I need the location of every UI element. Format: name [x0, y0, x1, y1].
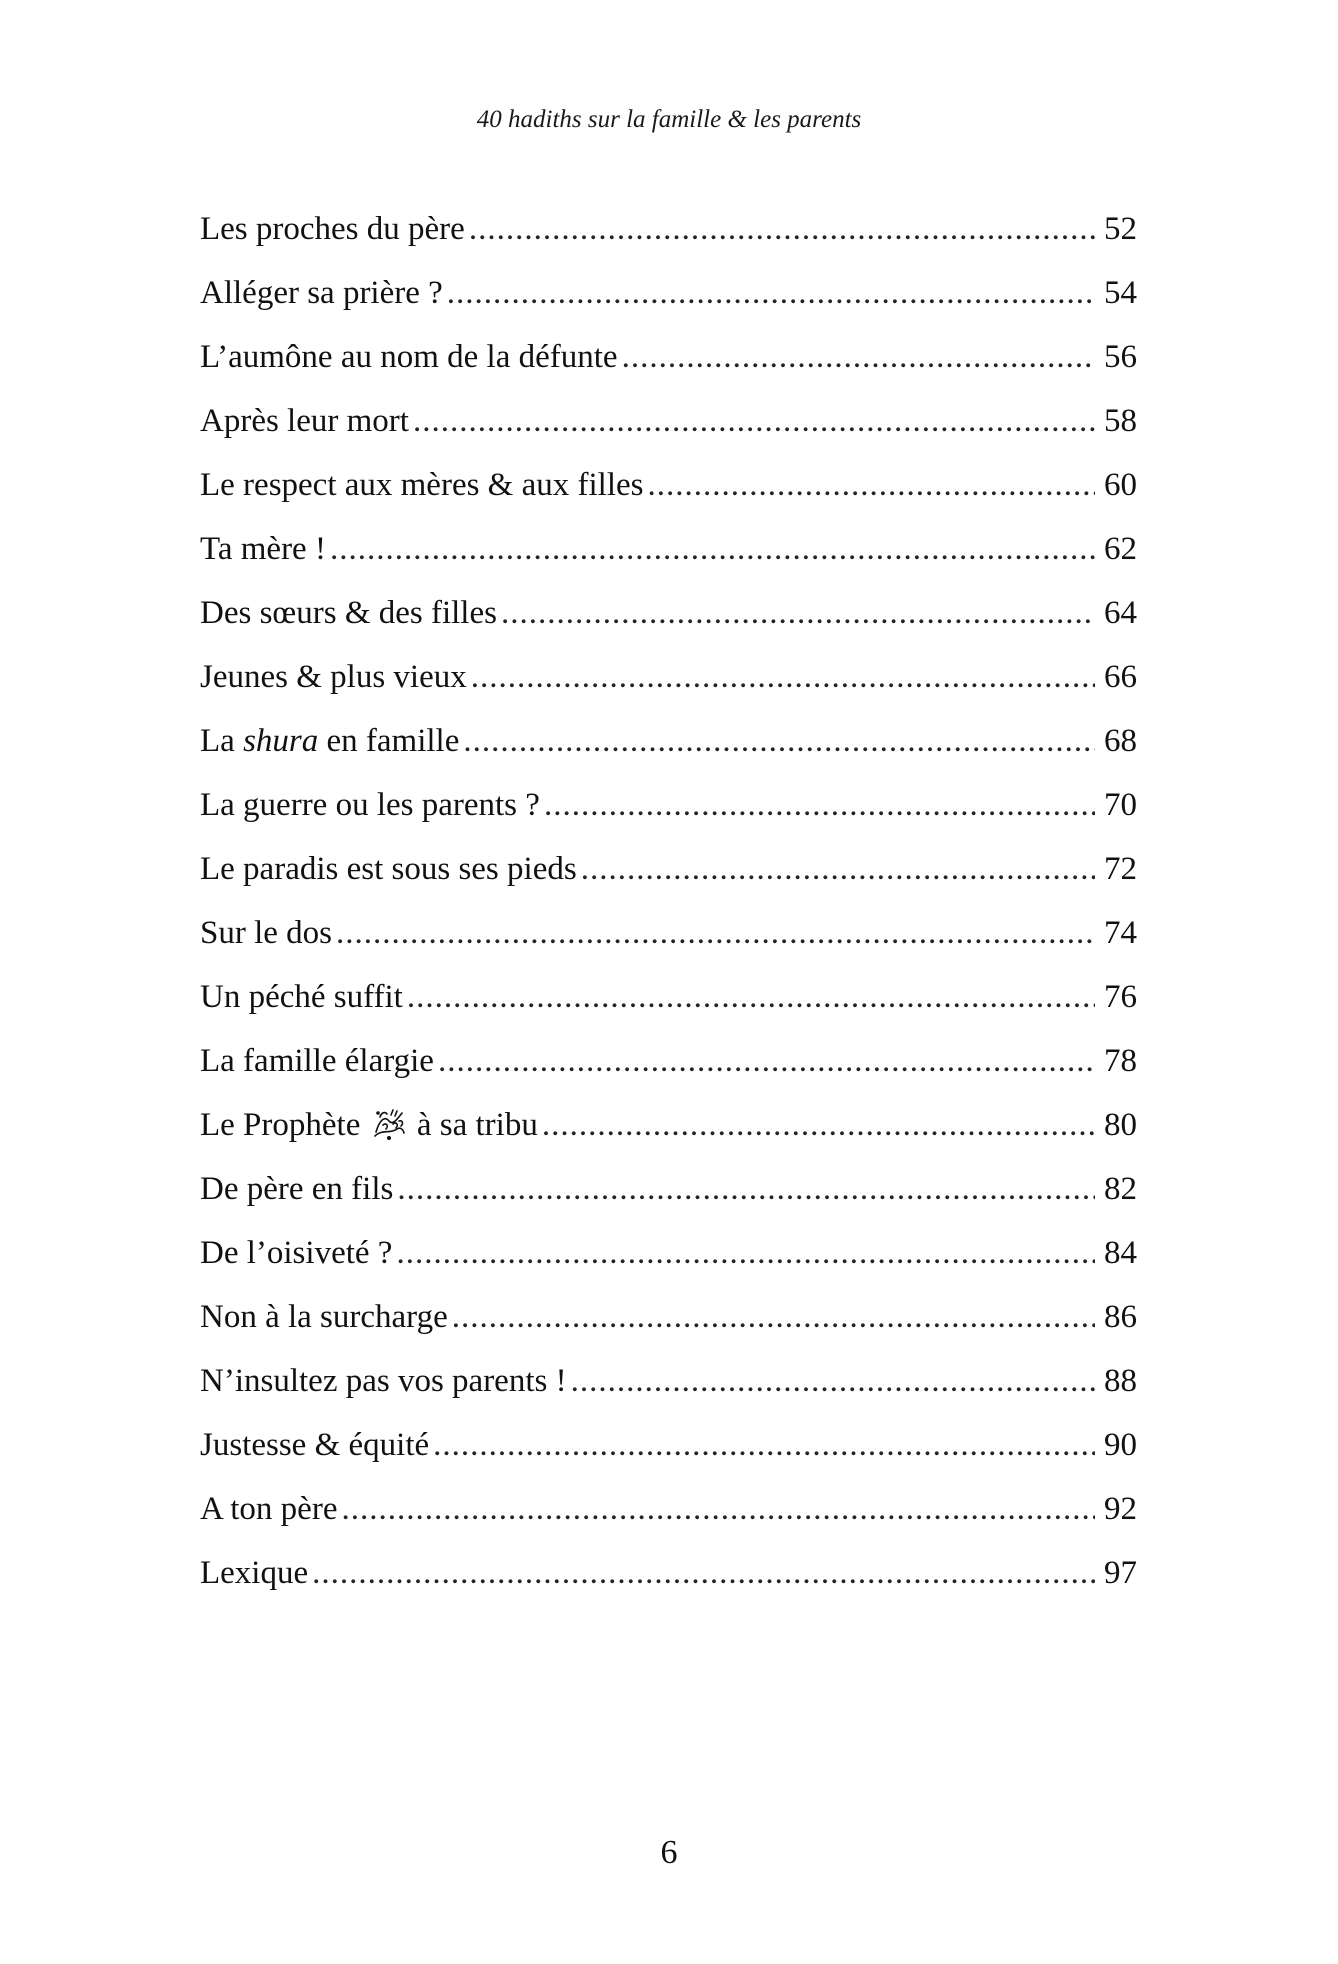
toc-entry-title-text: La [200, 723, 244, 759]
toc-entry[interactable] [200, 581, 1137, 645]
dot-leader [312, 1541, 1095, 1605]
toc-entry-title [200, 1157, 393, 1221]
toc-entry-title-text: Non à la surcharge [200, 1299, 448, 1335]
toc-entry-title [200, 389, 409, 453]
toc-entry-page: 92 [1104, 1491, 1137, 1527]
toc-entry[interactable] [200, 261, 1137, 325]
toc-entry[interactable] [200, 1285, 1137, 1349]
toc-entry-title [200, 1221, 392, 1285]
toc-entry-title-text: La guerre ou les parents ? [200, 787, 540, 823]
toc-entry-title [200, 773, 540, 837]
toc-entry[interactable] [200, 709, 1137, 773]
toc-entry[interactable] [200, 1093, 1137, 1157]
toc-entry-page: 56 [1104, 339, 1137, 375]
toc-entry[interactable] [200, 1029, 1137, 1093]
toc-entry-title-text: Le respect aux mères & aux filles [200, 467, 644, 503]
toc-entry-title-text: Alléger sa prière ? [200, 275, 443, 311]
dot-leader [463, 709, 1095, 773]
toc-entry-page: 84 [1104, 1235, 1137, 1271]
toc-entry-title [200, 1413, 429, 1477]
dot-leader [542, 1093, 1095, 1157]
toc-entry-title-italic: shura [243, 723, 319, 759]
toc-entry-title [200, 261, 443, 325]
dot-leader [544, 773, 1095, 837]
toc-entry-title-text: Après leur mort [200, 403, 409, 439]
toc-entry-title-tail: en famille [318, 723, 460, 759]
toc-entry[interactable] [200, 1413, 1137, 1477]
dot-leader [469, 197, 1095, 261]
dot-leader [336, 901, 1095, 965]
toc-entry-title-text: Un péché suffit [200, 979, 403, 1015]
toc-entry-page: 82 [1104, 1171, 1137, 1207]
toc-entry-page: 97 [1104, 1555, 1137, 1591]
salawat-calligraphy-icon [371, 1107, 407, 1141]
dot-leader [407, 965, 1095, 1029]
dot-leader [397, 1157, 1095, 1221]
toc-entry-page: 58 [1104, 403, 1137, 439]
toc-entry-title-text: A ton père [200, 1491, 338, 1527]
toc-entry-title-text: Le Prophète [200, 1107, 361, 1143]
toc-entry-title-text: Des sœurs & des filles [200, 595, 497, 631]
toc-entry-page: 62 [1104, 531, 1137, 567]
toc-entry-title [200, 325, 618, 389]
toc-entry-page: 70 [1104, 787, 1137, 823]
table-of-contents [200, 197, 1137, 1605]
toc-entry-page: 86 [1104, 1299, 1137, 1335]
toc-entry[interactable] [200, 453, 1137, 517]
toc-entry-title [200, 1349, 567, 1413]
toc-entry-title [200, 517, 326, 581]
dot-leader [433, 1413, 1095, 1477]
toc-entry-title [200, 709, 459, 773]
toc-entry[interactable] [200, 1541, 1137, 1605]
toc-entry-title [200, 453, 644, 517]
toc-entry-title-text: N’insultez pas vos parents ! [200, 1363, 567, 1399]
toc-entry-page: 64 [1104, 595, 1137, 631]
dot-leader [447, 261, 1095, 325]
dot-leader [438, 1029, 1095, 1093]
toc-entry-title [200, 581, 497, 645]
toc-entry-page: 54 [1104, 275, 1137, 311]
toc-entry[interactable] [200, 325, 1137, 389]
toc-entry-title-text: Jeunes & plus vieux [200, 659, 467, 695]
toc-entry-title [200, 965, 403, 1029]
toc-entry-title-text: De père en fils [200, 1171, 394, 1207]
toc-entry-title-text: De l’oisiveté ? [200, 1235, 393, 1271]
page-number: 6 [660, 1834, 678, 1871]
toc-entry[interactable] [200, 1221, 1137, 1285]
toc-entry-page: 52 [1104, 211, 1137, 247]
toc-entry[interactable] [200, 389, 1137, 453]
toc-entry-page: 68 [1104, 723, 1137, 759]
toc-entry-page: 60 [1104, 467, 1137, 503]
toc-entry-page: 78 [1104, 1043, 1137, 1079]
toc-entry-title-tail: à sa tribu [408, 1107, 538, 1143]
toc-entry-page: 88 [1104, 1363, 1137, 1399]
toc-entry-title [200, 197, 465, 261]
dot-leader [452, 1285, 1095, 1349]
toc-entry-title [200, 1477, 337, 1541]
toc-entry-title-text: Le paradis est sous ses pieds [200, 851, 577, 887]
dot-leader [581, 837, 1095, 901]
toc-entry-title-text: L’aumône au nom de la défunte [200, 339, 618, 375]
toc-entry-title [200, 645, 467, 709]
toc-entry-title [200, 1285, 448, 1349]
dot-leader [622, 325, 1095, 389]
dot-leader [330, 517, 1095, 581]
toc-entry-title [200, 1541, 308, 1605]
toc-entry-page: 72 [1104, 851, 1137, 887]
toc-entry-title-text: Ta mère ! [200, 531, 326, 567]
toc-entry[interactable] [200, 1477, 1137, 1541]
toc-entry-title-text: Lexique [200, 1555, 309, 1591]
toc-entry-title-text: Les proches du père [200, 211, 465, 247]
dot-leader [396, 1221, 1095, 1285]
toc-entry-title [200, 837, 577, 901]
toc-entry-page: 66 [1104, 659, 1137, 695]
toc-entry-title-text: Sur le dos [200, 915, 332, 951]
toc-entry-page: 76 [1104, 979, 1137, 1015]
toc-entry-page: 74 [1104, 915, 1137, 951]
toc-entry-title-text: La famille élargie [200, 1043, 434, 1079]
toc-entry-title [200, 1093, 538, 1157]
dot-leader [501, 581, 1095, 645]
toc-entry[interactable] [200, 197, 1137, 261]
toc-entry[interactable] [200, 517, 1137, 581]
toc-entry-page: 80 [1104, 1107, 1137, 1143]
toc-entry[interactable] [200, 965, 1137, 1029]
toc-entry-title-text: Justesse & équité [200, 1427, 430, 1463]
toc-entry-title [200, 1029, 434, 1093]
toc-entry[interactable] [200, 1157, 1137, 1221]
dot-leader [648, 453, 1096, 517]
dot-leader [571, 1349, 1095, 1413]
toc-entry[interactable] [200, 773, 1137, 837]
toc-entry[interactable] [200, 1349, 1137, 1413]
dot-leader [471, 645, 1095, 709]
running-header: 40 hadiths sur la famille & les parents [476, 106, 862, 133]
toc-entry[interactable] [200, 837, 1137, 901]
toc-entry[interactable] [200, 901, 1137, 965]
dot-leader [341, 1477, 1095, 1541]
toc-entry-title [200, 901, 332, 965]
toc-entry-page: 90 [1104, 1427, 1137, 1463]
dot-leader [413, 389, 1095, 453]
toc-entry[interactable] [200, 645, 1137, 709]
